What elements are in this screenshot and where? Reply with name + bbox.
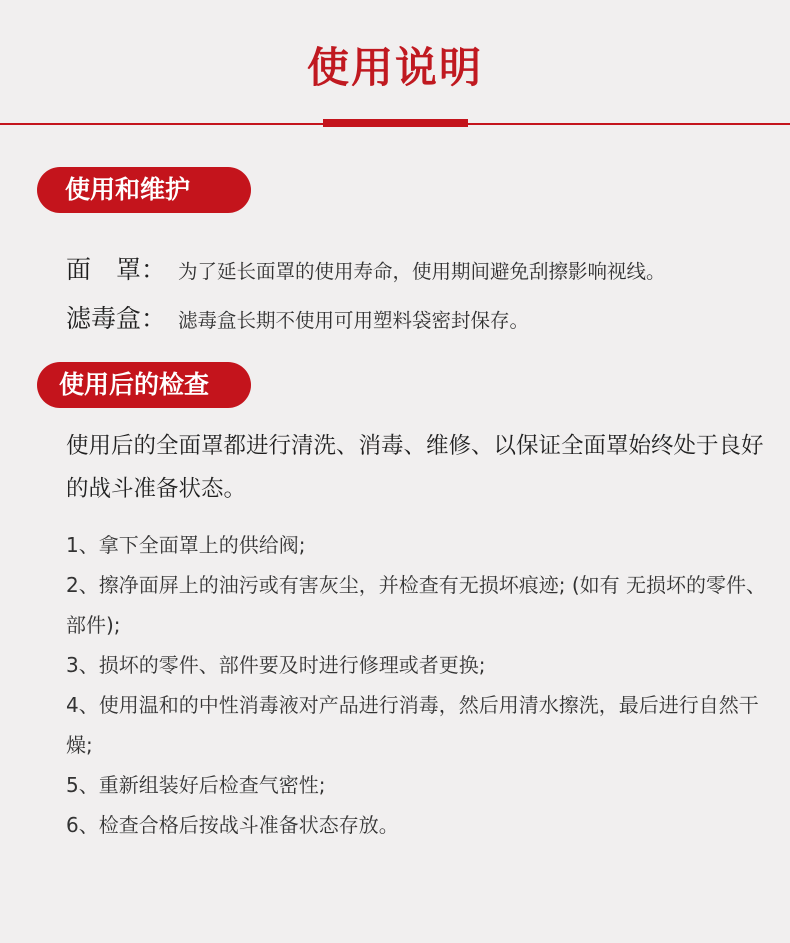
list-item: 2、擦净面屏上的油污或有害灰尘，并检查有无损坏痕迹; (如有 无损坏的零件、部件); [66,573,766,637]
item-filter-box-text: 滤毒盒长期不使用可用塑料袋密封保存。 [178,309,530,332]
section-heading-use-maintenance: 使用和维护 [37,167,251,213]
check-steps-list [66,525,766,845]
list-item: 5、重新组装好后检查气密性; [66,773,326,797]
list-item: 1、拿下全面罩上的供给阀; [66,533,306,557]
item-mask [66,250,766,286]
item-mask-label: 面 罩： [66,255,167,284]
list-item: 3、损坏的零件、部件要及时进行修理或者更换; [66,653,486,677]
title-underline-accent [323,119,468,127]
item-filter-box [66,299,766,335]
list-item: 6、检查合格后按战斗准备状态存放。 [66,813,399,837]
item-mask-text: 为了延长面罩的使用寿命，使用期间避免刮擦影响视线。 [178,260,666,283]
section-heading-post-use-check: 使用后的检查 [37,362,251,408]
page-title: 使用说明 [306,43,483,92]
list-item: 4、使用温和的中性消毒液对产品进行消毒，然后用清水擦洗，最后进行自然干燥; [66,693,759,757]
item-filter-box-label: 滤毒盒： [66,304,167,333]
check-intro: 使用后的全面罩都进行清洗、消毒、维修、以保证全面罩始终处于良好的战斗准备状态。 [66,433,764,502]
